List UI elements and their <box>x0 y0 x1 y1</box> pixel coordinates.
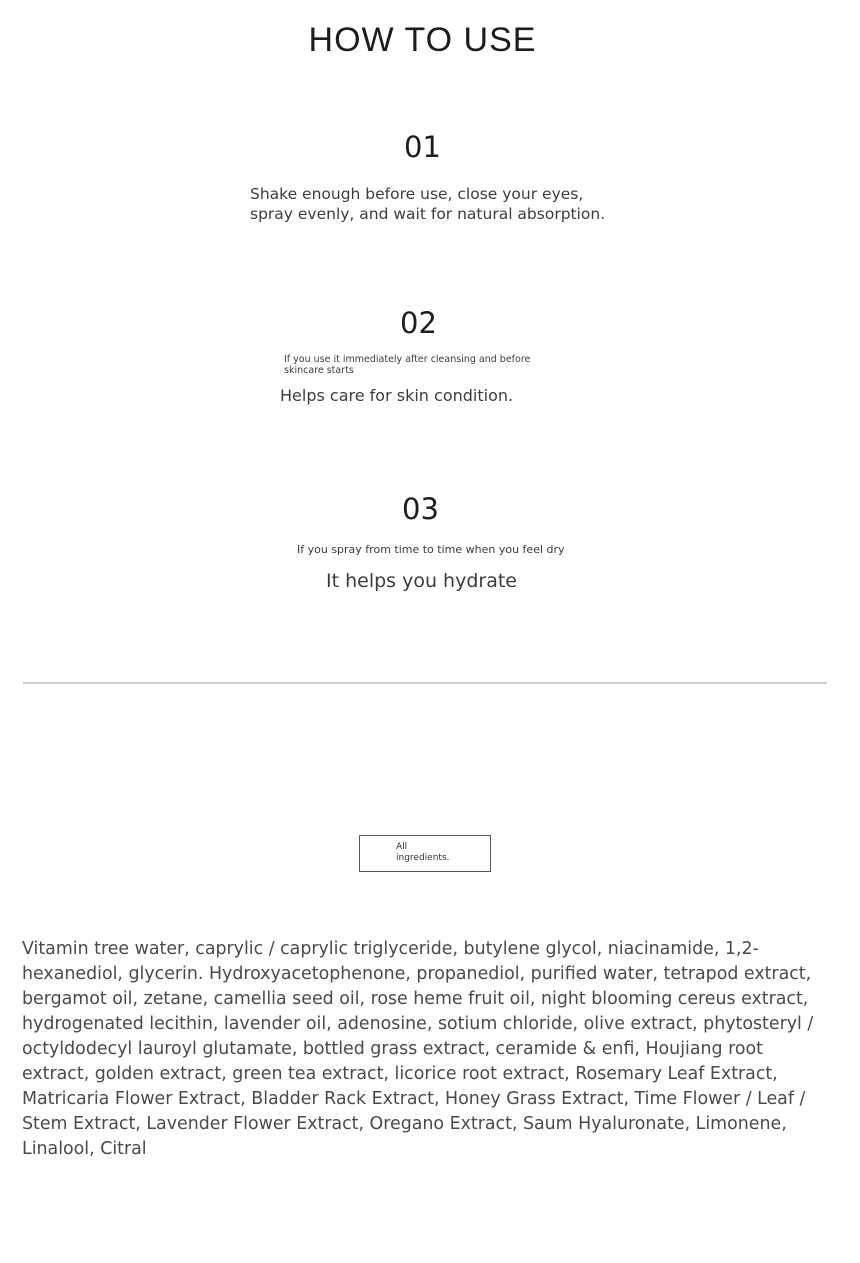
step-2-number: 02 <box>400 306 437 340</box>
step-3-number: 03 <box>402 492 439 526</box>
step-2-text: Helps care for skin condition. <box>280 386 514 405</box>
section-divider <box>23 682 827 684</box>
step-2-note: If you use it immediately after cleansing and before skincare starts <box>284 354 531 376</box>
step-3-text: It helps you hydrate <box>326 570 517 592</box>
step-3-note: If you spray from time to time when you feel dry <box>297 543 565 556</box>
step-1-text-line-1: Shake enough before use, close your eyes, <box>250 185 584 203</box>
step-1-text-line-2: spray evenly, and wait for natural absorption. <box>250 205 606 223</box>
step-1-number: 01 <box>404 130 441 164</box>
ingredients-list: Vitamin tree water, caprylic / caprylic triglyceride, butylene glycol, niacinamide, 1,2-hexanediol, glycerin. Hydroxyacetophenone, propanediol, purified water, tetrapod extract, bergamot oil, zetane, camellia seed oil, rose heme fruit oil, night blooming cereus extract, hydrogenated lecithin, lavender oil, adenosine, sotium chloride, olive extract, phytosteryl / octyldodecyl lauroyl glutamate, bottled grass extract, ceramide & enfi, Houjiang root extract, golden extract, green tea extract, licorice root extract, Rosemary Leaf Extract, Matricaria Flower Extract, Bladder Rack Extract, Honey Grass Extract, Time Flower / Leaf / Stem Extract, Lavender Flower Extract, Oregano Extract, Saum Hyaluronate, Limonene, Linalool, Citral <box>22 939 814 1159</box>
page-title: HOW TO USE <box>308 21 537 59</box>
ingredients-label-box <box>359 835 491 872</box>
step-1-text <box>250 184 630 224</box>
ingredients-label: All ingredients. <box>396 842 450 863</box>
